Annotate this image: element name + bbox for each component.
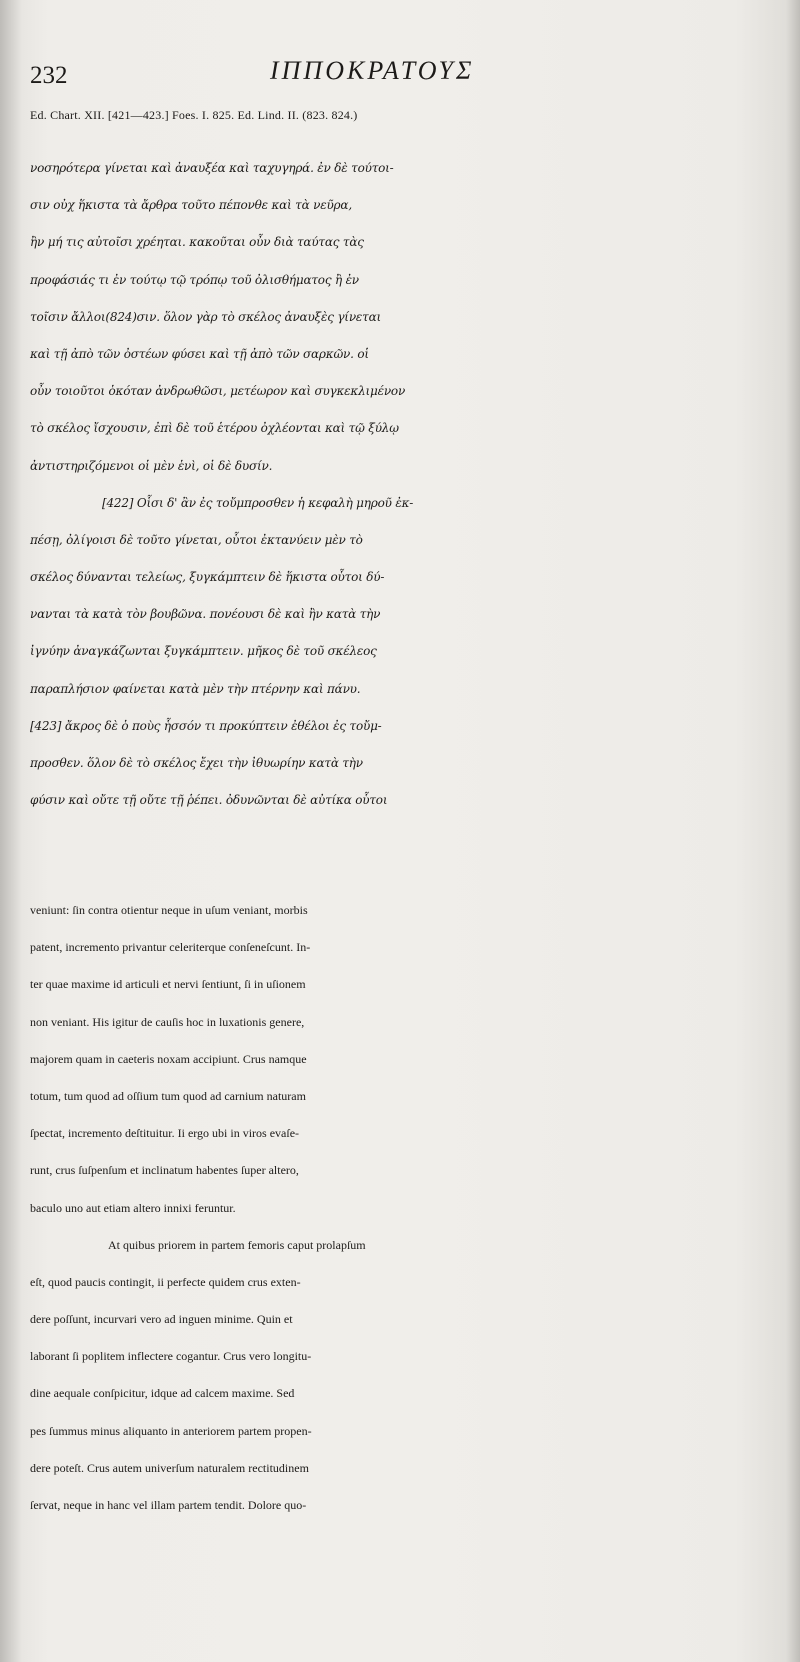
latin-line: veniunt: ſin contra otientur neque in uſum veniant, morbis xyxy=(30,903,308,917)
latin-line: majorem quam in caeteris noxam accipiunt. Crus namque xyxy=(30,1051,307,1066)
greek-line: σκέλος δύνανται τελείως, ξυγκάμπτειν δὲ ἥκιστα οὗτοι δύ- xyxy=(30,570,385,585)
greek-line-section-422: [422] Οἷσι δ' ἂν ἐς τοὔμπροσθεν ἡ κεφαλὴ μηροῦ ἐκ- xyxy=(102,495,414,510)
greek-line: ἀντιστηριζόμενοι οἱ μὲν ἑνὶ, οἱ δὲ δυσίν. xyxy=(30,458,273,473)
latin-line: runt, crus ſuſpenſum et inclinatum habentes ſuper altero, xyxy=(30,1163,299,1178)
latin-line: dere poſſunt, incurvari vero ad inguen minime. Quin et xyxy=(30,1312,293,1327)
greek-line-section-423: [423] ἄκρος δὲ ὁ ποὺς ἧσσόν τι προκύπτειν ἐθέλοι ἐς τοὔμ- xyxy=(30,718,382,733)
greek-line: σιν οὐχ ἥκιστα τὰ ἄρθρα τοῦτο πέπονθε καὶ τὰ νεῦρα, xyxy=(30,198,352,213)
latin-text-block xyxy=(30,892,782,1524)
latin-line: baculo uno aut etiam altero innixi feruntur. xyxy=(30,1200,236,1215)
latin-line: ſpectat, incremento deſtituitur. Ii ergo ubi in viros evaſe- xyxy=(30,1126,300,1141)
latin-line: totum, tum quod ad oſſium tum quod ad carnium naturam xyxy=(30,1088,306,1103)
latin-line: ſervat, neque in hanc vel illam partem tendit. Dolore quo- xyxy=(30,1498,307,1512)
greek-line: καὶ τῇ ἀπὸ τῶν ὀστέων φύσει καὶ τῇ ἀπὸ τῶν σαρκῶν. οἱ xyxy=(30,346,369,361)
latin-line: patent, incremento privantur celeriterque conſeneſcunt. In- xyxy=(30,940,311,955)
running-head xyxy=(30,50,785,94)
greek-line: νοσηρότερα γίνεται καὶ ἀναυξέα καὶ ταχυγηρά. ἐν δὲ τούτοι- xyxy=(30,161,394,175)
latin-line: laborant ſi poplitem inflectere cogantur. Crus vero longitu- xyxy=(30,1349,312,1364)
latin-line: ter quae maxime id articuli et nervi ſentiunt, ſi in uſionem xyxy=(30,977,306,992)
greek-line: ἢν μή τις αὐτοῖσι χρέηται. κακοῦται οὖν διὰ ταύτας τὰς xyxy=(30,235,364,250)
greek-line: φύσιν καὶ οὔτε τῇ οὔτε τῇ ῥέπει. ὀδυνῶνται δὲ αὐτίκα οὗτοι xyxy=(30,793,388,808)
page-number: 232 xyxy=(30,62,68,89)
greek-line: ἰγνύην ἀναγκάζωνται ξυγκάμπτειν. μῆκος δὲ τοῦ σκέλεος xyxy=(30,644,377,659)
greek-line: πέσῃ, ὀλίγοισι δὲ τοῦτο γίνεται, οὗτοι ἐκτανύειν μὲν τὸ xyxy=(30,532,363,547)
greek-line: προσθεν. ὅλον δὲ τὸ σκέλος ἔχει τὴν ἰθυωρίην κατὰ τὴν xyxy=(30,756,363,770)
edition-reference-line: Ed. Chart. XII. [421—423.] Foes. I. 825. Ed. Lind. II. (823. 824.) xyxy=(30,108,358,122)
latin-line: pes ſummus minus aliquanto in anteriorem partem propen- xyxy=(30,1423,312,1438)
running-title: ΙΠΠΟΚΡΑΤΟΥΣ xyxy=(270,56,475,85)
greek-line: τοῖσιν ἄλλοι(824)σιν. ὅλον γὰρ τὸ σκέλος ἀναυξὲς γίνεται xyxy=(30,309,381,324)
latin-line: non veniant. His igitur de cauſis hoc in luxationis genere, xyxy=(30,1014,305,1029)
greek-line: προφάσιάς τι ἐν τούτῳ τῷ τρόπῳ τοῦ ὀλισθήματος ἢ ἐν xyxy=(30,272,359,287)
latin-line: dine aequale conſpicitur, idque ad calcem maxime. Sed xyxy=(30,1386,295,1401)
latin-line: eſt, quod paucis contingit, ii perfecte quidem crus exten- xyxy=(30,1274,301,1289)
page-edge-shadow xyxy=(786,0,800,1662)
spine-shadow xyxy=(0,0,22,1662)
latin-line: dere poteſt. Crus autem univerſum naturalem rectitudinem xyxy=(30,1460,309,1475)
greek-line: οὖν τοιοῦτοι ὁκόταν ἀνδρωθῶσι, μετέωρον καὶ συγκεκλιμένον xyxy=(30,384,406,399)
greek-text-block xyxy=(30,150,782,819)
greek-line: τὸ σκέλος ἴσχουσιν, ἐπὶ δὲ τοῦ ἑτέρου ὀχλέονται καὶ τῷ ξύλῳ xyxy=(30,421,399,436)
greek-line: παραπλήσιον φαίνεται κατὰ μὲν τὴν πτέρνην καὶ πάνυ. xyxy=(30,681,361,696)
latin-line-paragraph-start: At quibus priorem in partem femoris caput prolapſum xyxy=(108,1237,366,1252)
greek-line: νανται τὰ κατὰ τὸν βουβῶνα. πονέουσι δὲ καὶ ἢν κατὰ τὴν xyxy=(30,607,381,622)
